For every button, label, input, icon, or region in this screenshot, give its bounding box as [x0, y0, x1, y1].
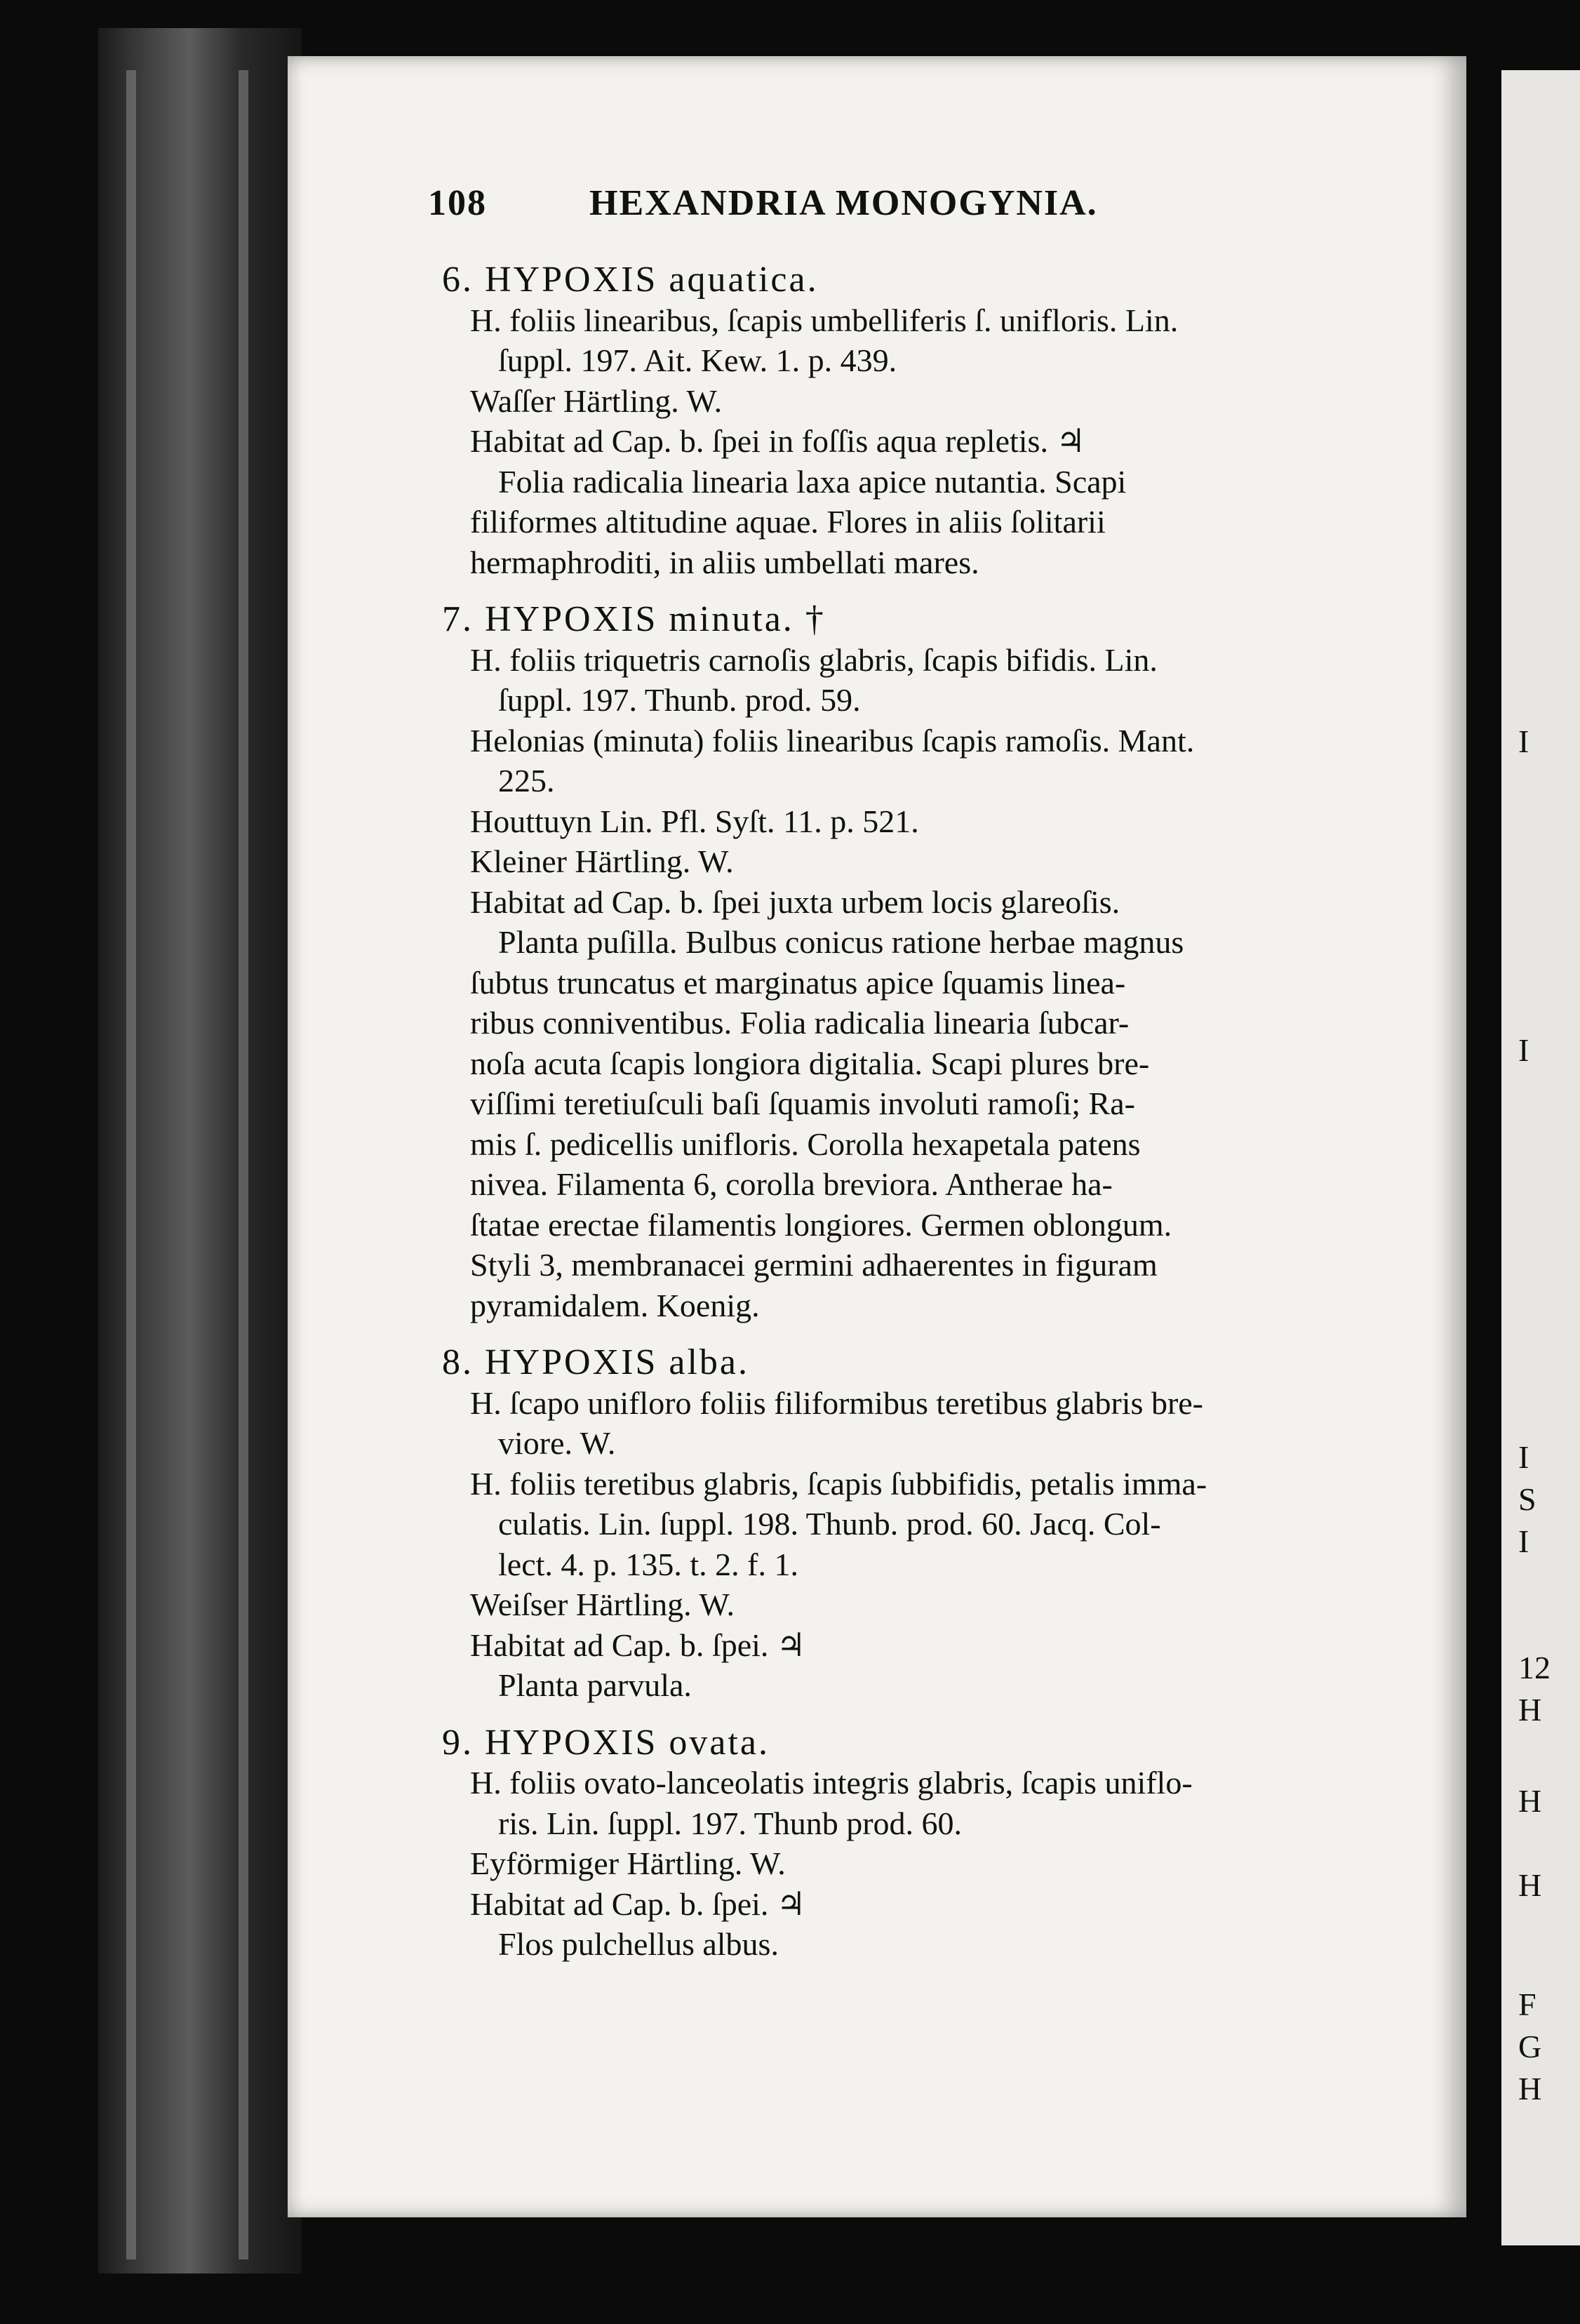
- entry-line: Helonias (minuta) foliis linearibus ſcapis ramoſis. Mant.: [470, 722, 1195, 759]
- species-entry: [442, 1342, 1410, 1706]
- spine-edge: [126, 70, 136, 2259]
- entry-line: Kleiner Härtling. W.: [470, 843, 734, 879]
- entry-line: ſubtus truncatus et marginatus apice ſquamis linea-: [470, 964, 1126, 1001]
- species-entry: [442, 599, 1410, 1325]
- entry-line: ribus conniventibus. Folia radicalia linearia ſubcar-: [470, 1005, 1130, 1041]
- entry-title: 8. HYPOXIS alba.: [442, 1342, 749, 1382]
- book-spine: [98, 28, 302, 2273]
- entry-line: Habitat ad Cap. b. ſpei. ♃: [470, 1885, 806, 1922]
- facing-page-fragment: H: [1518, 1867, 1542, 1903]
- species-entry: [442, 1723, 1410, 1965]
- page-body: [442, 260, 1410, 1965]
- entry-line: Planta parvula.: [498, 1667, 692, 1703]
- facing-page-fragment: F: [1518, 1986, 1537, 2022]
- entry-line: culatis. Lin. ſuppl. 198. Thunb. prod. 60. Jacq. Col-: [498, 1506, 1161, 1542]
- entry-line: ſuppl. 197. Thunb. prod. 59.: [498, 682, 861, 718]
- facing-page-fragment: 12: [1518, 1650, 1551, 1685]
- facing-page-fragment: I: [1518, 1439, 1529, 1475]
- entry-title: 7. HYPOXIS minuta. †: [442, 599, 826, 639]
- entry-line: lect. 4. p. 135. t. 2. f. 1.: [498, 1546, 798, 1582]
- entry-line: H. foliis teretibus glabris, ſcapis ſubbifidis, petalis imma-: [470, 1465, 1207, 1502]
- entry-line: H. foliis linearibus, ſcapis umbelliferis ſ. unifloris. Lin.: [470, 302, 1179, 338]
- entry-line: ſtatae erectae filamentis longiores. Germen oblongum.: [470, 1206, 1172, 1243]
- entry-line: H. ſcapo unifloro foliis filiformibus teretibus glabris bre-: [470, 1384, 1203, 1421]
- entry-line: Planta puſilla. Bulbus conicus ratione herbae magnus: [498, 924, 1184, 960]
- entry-line: noſa acuta ſcapis longiora digitalia. Scapi plures bre-: [470, 1045, 1150, 1081]
- entry-line: filiformes altitudine aquae. Flores in aliis ſolitarii: [470, 504, 1106, 540]
- entry-line: pyramidalem. Koenig.: [470, 1287, 760, 1323]
- entry-line: Styli 3, membranacei germini adhaerentes in figuram: [470, 1247, 1158, 1283]
- entry-line: mis ſ. pedicellis unifloris. Corolla hexapetala patens: [470, 1126, 1141, 1162]
- facing-page-fragment: S: [1518, 1481, 1537, 1517]
- entry-title: 9. HYPOXIS ovata.: [442, 1722, 770, 1763]
- page-number: 108: [428, 183, 487, 223]
- entry-line: Waſſer Härtling. W.: [470, 382, 723, 419]
- facing-page-fragment: H: [1518, 1783, 1542, 1819]
- entry-line: Folia radicalia linearia laxa apice nutantia. Scapi: [498, 463, 1127, 500]
- entry-line: Houttuyn Lin. Pfl. Syſt. 11. p. 521.: [470, 803, 919, 839]
- facing-page-fragment: H: [1518, 2071, 1542, 2106]
- entry-line: ris. Lin. ſuppl. 197. Thunb prod. 60.: [498, 1805, 963, 1841]
- entry-line: 225.: [498, 763, 555, 799]
- entry-line: viſſimi teretiuſculi baſi ſquamis involuti ramoſi; Ra-: [470, 1086, 1135, 1121]
- facing-page-fragment: I: [1518, 1032, 1529, 1068]
- entry-line: nivea. Filamenta 6, corolla breviora. Antherae ha-: [470, 1166, 1113, 1202]
- spine-edge: [239, 70, 248, 2259]
- species-entry: [442, 260, 1410, 582]
- facing-page-fragment: G: [1518, 2029, 1542, 2064]
- entry-line: Habitat ad Cap. b. ſpei in foſſis aqua repletis. ♃: [470, 423, 1085, 459]
- running-title: HEXANDRIA MONOGYNIA.: [589, 183, 1098, 223]
- running-header: [428, 175, 1186, 239]
- entry-line: H. foliis ovato-lanceolatis integris glabris, ſcapis uniflo-: [470, 1765, 1193, 1801]
- entry-line: Habitat ad Cap. b. ſpei. ♃: [470, 1627, 806, 1663]
- facing-page-fragment: I: [1518, 723, 1529, 759]
- entry-line: Eyförmiger Härtling. W.: [470, 1845, 786, 1881]
- entry-title: 6. HYPOXIS aquatica.: [442, 260, 819, 300]
- entry-line: Flos pulchellus albus.: [498, 1926, 779, 1962]
- entry-line: Habitat ad Cap. b. ſpei juxta urbem locis glareoſis.: [470, 883, 1120, 920]
- entry-line: hermaphroditi, in aliis umbellati mares.: [470, 544, 979, 580]
- facing-page-edge: [1501, 70, 1580, 2245]
- facing-page-fragment: I: [1518, 1523, 1529, 1559]
- entry-line: Weiſser Härtling. W.: [470, 1587, 735, 1622]
- entry-line: ſuppl. 197. Ait. Kew. 1. p. 439.: [498, 342, 897, 378]
- entry-line: viore. W.: [498, 1425, 616, 1461]
- entry-line: H. foliis triquetris carnoſis glabris, ſcapis bifidis. Lin.: [470, 641, 1158, 678]
- facing-page-fragment: H: [1518, 1692, 1542, 1728]
